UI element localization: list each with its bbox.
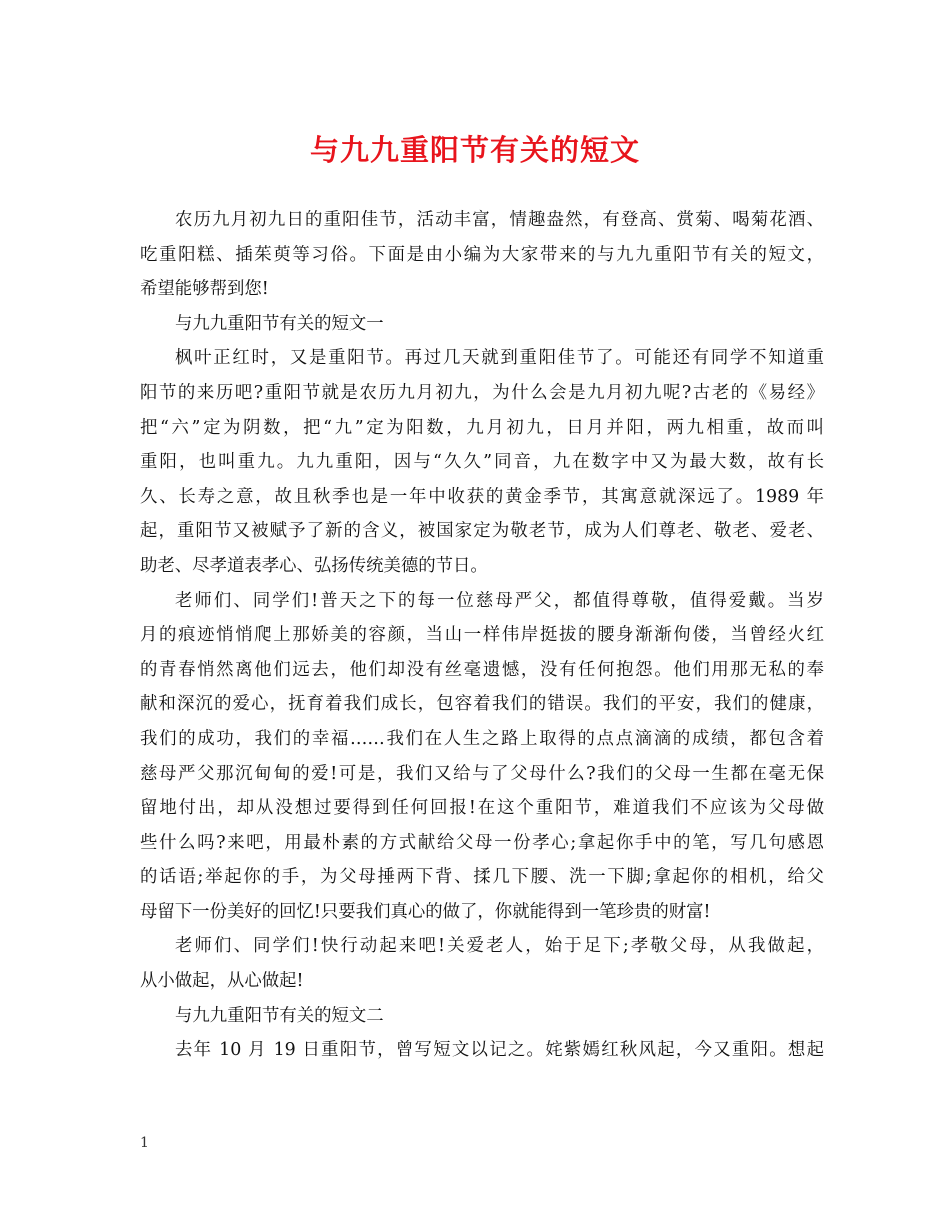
text-line: 农历九月初九日的重阳佳节，活动丰富，情趣盎然，有登高、赏菊、喝菊花酒、 bbox=[175, 210, 824, 230]
text-line: 慈母严父那沉甸甸的爱!可是，我们又给与了父母什么?我们的父母一生都在毫无保 bbox=[140, 763, 824, 784]
text-line: 的青春悄然离他们远去，他们却没有丝毫遗憾，没有任何抱怨。他们用那无私的奉 bbox=[140, 659, 824, 680]
page-number: 1 bbox=[140, 1135, 149, 1151]
section-heading-1 bbox=[140, 307, 824, 342]
text-line: 阳节的来历吧?重阳节就是农历九月初九，为什么会是九月初九呢?古老的《易经》 bbox=[140, 382, 824, 403]
text-line: 起，重阳节又被赋予了新的含义，被国家定为敬老节，成为人们尊老、敬老、爱老、 bbox=[140, 521, 824, 542]
paragraph-second-essay bbox=[140, 1033, 824, 1068]
text-line: 从小做起，从心做起! bbox=[140, 971, 304, 992]
text-line: 把“六”定为阴数，把“九”定为阳数，九月初九，日月并阳，两九相重，故而叫 bbox=[140, 417, 824, 438]
text-line: 吃重阳糕、插茱萸等习俗。下面是由小编为大家带来的与九九重阳节有关的短文， bbox=[140, 244, 824, 265]
paragraph-gratitude bbox=[140, 584, 824, 930]
text-line: 老师们、同学们!快行动起来吧!关爱老人，始于足下;孝敬父母，从我做起， bbox=[175, 936, 824, 957]
text-line: 久、长寿之意，故且秋季也是一年中收获的黄金季节，其寓意就深远了。1989 年 bbox=[140, 486, 824, 507]
paragraph-call-to-action bbox=[140, 929, 824, 998]
text-line: 些什么吗?来吧，用最朴素的方式献给父母一份孝心;拿起你手中的笔，写几句感恩 bbox=[140, 832, 824, 853]
text-line: 留地付出，却从没想过要得到任何回报!在这个重阳节，难道我们不应该为父母做 bbox=[140, 798, 824, 819]
section-heading-2 bbox=[140, 999, 824, 1034]
paragraph-intro bbox=[140, 203, 824, 307]
text-line: 助老、尽孝道表孝心、弘扬传统美德的节日。 bbox=[140, 555, 488, 576]
text-line: 母留下一份美好的回忆!只要我们真心的做了，你就能得到一笔珍贵的财富! bbox=[140, 901, 711, 922]
paragraph-origin bbox=[140, 341, 824, 583]
document-title: 与九九重阳节有关的短文 bbox=[309, 133, 640, 167]
document-body bbox=[140, 203, 824, 1068]
text-line: 与九九重阳节有关的短文一 bbox=[175, 313, 384, 334]
text-line: 老师们、同学们!普天之下的每一位慈母严父，都值得尊敬，值得爱戴。当岁 bbox=[175, 590, 824, 611]
text-line: 月的痕迹悄悄爬上那娇美的容颜，当山一样伟岸挺拔的腰身渐渐佝偻，当曾经火红 bbox=[140, 625, 824, 646]
text-line: 与九九重阳节有关的短文二 bbox=[175, 1005, 384, 1026]
text-line: 希望能够帮到您! bbox=[140, 279, 269, 300]
text-line: 枫叶正红时，又是重阳节。再过几天就到重阳佳节了。可能还有同学不知道重 bbox=[175, 348, 824, 369]
text-line: 我们的成功，我们的幸福……我们在人生之路上取得的点点滴滴的成绩，都包含着 bbox=[140, 728, 824, 749]
text-line: 献和深沉的爱心，抚育着我们成长，包容着我们的错误。我们的平安，我们的健康， bbox=[140, 694, 824, 715]
text-line: 去年 10 月 19 日重阳节，曾写短文以记之。姹紫嫣红秋风起，今又重阳。想起 bbox=[175, 1040, 824, 1061]
text-line: 重阳，也叫重九。九九重阳，因与“久久”同音，九在数字中又为最大数，故有长 bbox=[140, 452, 824, 473]
text-line: 的话语;举起你的手，为父母捶两下背、揉几下腰、洗一下脚;拿起你的相机，给父 bbox=[140, 867, 824, 888]
